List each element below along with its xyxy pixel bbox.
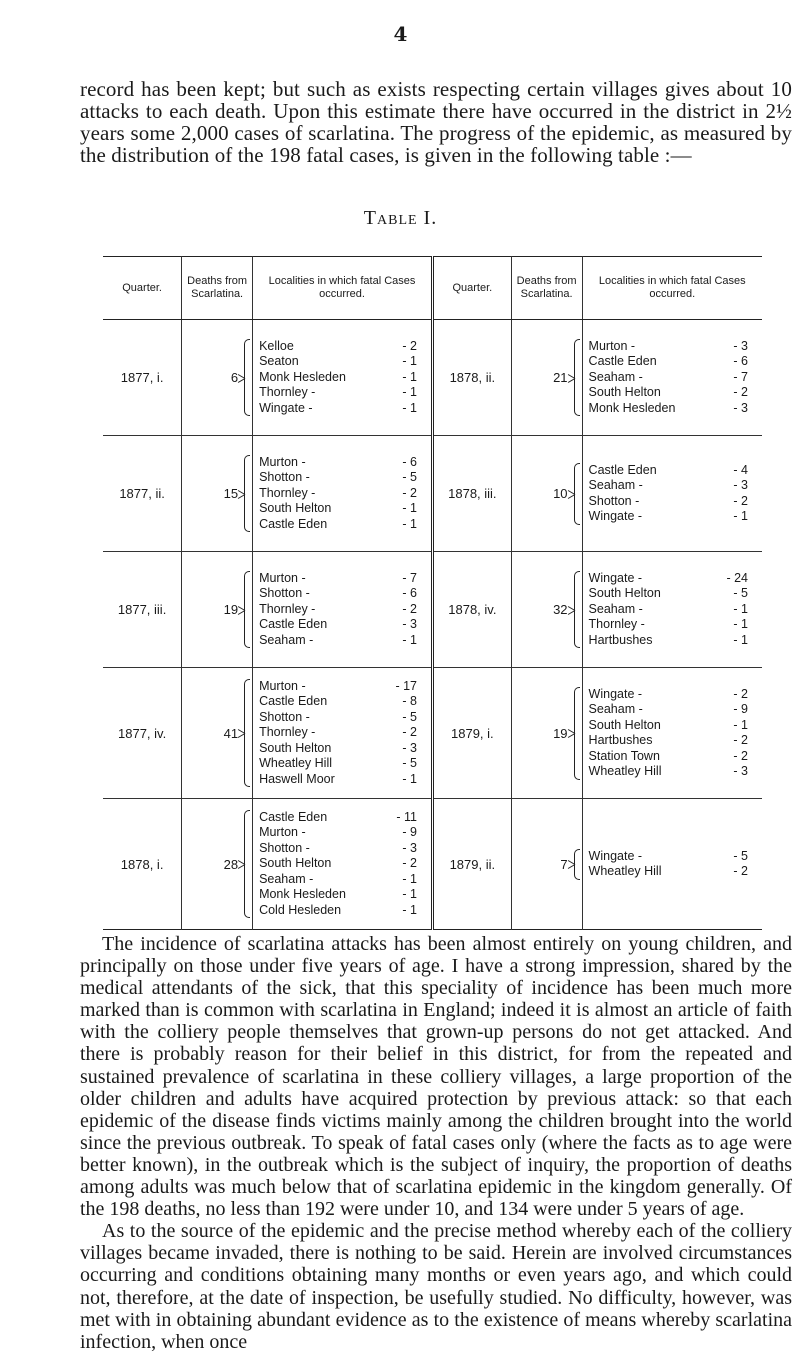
locality-item xyxy=(589,749,762,765)
locality-count: - 5 xyxy=(402,756,417,771)
locality-name: Thornley - xyxy=(259,485,316,500)
quarter-cell: 1878, i. xyxy=(120,856,164,872)
locality-count: - 1 xyxy=(402,902,417,917)
locality-name: Castle Eden xyxy=(588,462,657,477)
locality-item xyxy=(259,602,431,618)
locality-name: Seaham - xyxy=(259,632,314,647)
locality-count: - 3 xyxy=(402,840,417,855)
header-deaths: Deaths from Scarlatina. xyxy=(511,257,582,320)
brace-icon xyxy=(244,679,250,788)
locality-item xyxy=(589,617,762,633)
locality-name: Hartbushes xyxy=(588,632,653,647)
locality-name: Wingate - xyxy=(588,509,643,523)
locality-count: - 6 xyxy=(402,586,417,601)
locality-item xyxy=(589,478,762,494)
locality-item xyxy=(589,764,762,780)
locality-count: - 2 xyxy=(402,485,417,500)
locality-count: - 1 xyxy=(402,887,417,902)
locality-name: Shotton - xyxy=(588,493,640,508)
locality-item xyxy=(259,385,431,401)
locality-item xyxy=(259,887,431,903)
locality-count: - 1 xyxy=(733,509,748,523)
locality-count: - 4 xyxy=(733,462,748,477)
quarter-cell: 1877, i. xyxy=(103,320,182,436)
table-title: Table I. xyxy=(363,207,438,229)
brace-icon xyxy=(244,455,250,533)
locality-item xyxy=(259,501,431,517)
locality-name: Haswell Moor xyxy=(259,771,335,786)
locality-name: Castle Eden xyxy=(588,354,657,369)
locality-count: - 11 xyxy=(396,809,417,824)
brace-icon xyxy=(244,810,250,919)
locality-count: - 17 xyxy=(395,678,417,693)
table-row xyxy=(103,436,762,552)
locality-count: - 1 xyxy=(402,871,417,886)
locality-item xyxy=(589,633,762,649)
locality-item xyxy=(259,354,431,370)
locality-name: Station Town xyxy=(588,748,660,763)
locality-name: Wingate - xyxy=(588,848,643,863)
locality-count: - 7 xyxy=(733,369,748,384)
deaths-cell xyxy=(182,552,253,668)
locality-name: Thornley - xyxy=(588,617,645,632)
deaths-cell xyxy=(511,668,582,799)
locality-item xyxy=(589,571,762,587)
deaths-cell xyxy=(182,799,253,930)
locality-count: - 1 xyxy=(402,354,417,369)
locality-count: - 1 xyxy=(733,601,748,616)
deaths-count: 32 xyxy=(553,602,568,617)
locality-count: - 6 xyxy=(733,354,748,369)
locality-count: - 1 xyxy=(402,771,417,786)
locality-item xyxy=(259,694,431,710)
locality-item xyxy=(259,772,431,788)
locality-name: Wheatley Hill xyxy=(588,764,662,778)
locality-item xyxy=(259,571,431,587)
locality-name: Seaham - xyxy=(588,478,643,492)
locality-name: South Helton xyxy=(588,586,661,601)
locality-count: - 1 xyxy=(402,632,417,647)
locality-name: Seaham - xyxy=(588,369,643,384)
locality-name: Murton - xyxy=(259,570,306,585)
deaths-count: 41 xyxy=(223,725,239,741)
locality-count: - 1 xyxy=(402,501,417,516)
locality-count: - 1 xyxy=(733,617,748,632)
locality-count: - 3 xyxy=(733,400,748,415)
brace-icon xyxy=(574,849,580,880)
locality-name: Wheatley Hill xyxy=(588,864,662,878)
table-row xyxy=(103,668,762,799)
locality-name: South Helton xyxy=(588,385,661,400)
locality-name: Wingate - xyxy=(259,400,313,415)
page-number: 4 xyxy=(393,22,408,46)
locality-name: Seaham - xyxy=(259,871,314,886)
locality-item xyxy=(259,725,431,741)
locality-name: Shotton - xyxy=(259,470,310,485)
locality-count: - 1 xyxy=(402,369,417,384)
locality-name: Shotton - xyxy=(259,586,310,601)
deaths-cell xyxy=(511,320,582,436)
locality-item xyxy=(589,864,762,880)
locality-item xyxy=(259,841,431,857)
locality-count: - 2 xyxy=(733,864,748,878)
locality-name: South Helton xyxy=(259,501,332,516)
locality-name: Cold Hesleden xyxy=(259,902,342,917)
table-row xyxy=(103,320,762,436)
localities-cell xyxy=(582,436,762,552)
locality-name: South Helton xyxy=(259,740,332,755)
deaths-cell xyxy=(182,320,253,436)
scarlatina-table xyxy=(103,256,762,930)
localities-cell xyxy=(253,668,433,799)
locality-item xyxy=(589,494,762,510)
locality-name: Murton - xyxy=(259,825,306,840)
localities-cell xyxy=(253,320,433,436)
locality-count: - 7 xyxy=(402,570,417,585)
locality-name: Thornley - xyxy=(259,601,316,616)
locality-item xyxy=(589,687,762,703)
locality-count: - 5 xyxy=(733,848,748,863)
header-localities: Localities in which fatal Cases occurred. xyxy=(582,257,762,320)
locality-count: - 5 xyxy=(402,709,417,724)
locality-count: - 2 xyxy=(733,686,748,701)
localities-cell xyxy=(253,436,433,552)
locality-count: - 1 xyxy=(402,400,417,415)
quarter-cell: 1879, ii. xyxy=(432,799,511,930)
locality-name: Monk Hesleden xyxy=(588,400,676,415)
locality-item xyxy=(259,825,431,841)
quarter-cell: 1878, ii. xyxy=(432,320,511,436)
quarter-cell: 1878, iv. xyxy=(432,552,511,668)
locality-item xyxy=(589,849,762,865)
locality-count: - 1 xyxy=(733,717,748,732)
locality-item xyxy=(589,733,762,749)
locality-count: - 2 xyxy=(733,733,748,747)
locality-item xyxy=(589,586,762,602)
locality-item xyxy=(259,741,431,757)
locality-count: - 1 xyxy=(402,385,417,400)
locality-count: - 3 xyxy=(402,617,417,632)
locality-item xyxy=(589,509,762,525)
deaths-cell xyxy=(511,799,582,930)
locality-name: Shotton - xyxy=(259,709,310,724)
locality-item xyxy=(589,401,762,417)
localities-cell xyxy=(582,320,762,436)
brace-icon xyxy=(574,571,580,649)
locality-item xyxy=(259,679,431,695)
locality-count: - 2 xyxy=(402,856,417,871)
locality-count: - 3 xyxy=(733,338,748,353)
deaths-count: 21 xyxy=(553,370,568,385)
deaths-count: 15 xyxy=(223,486,239,501)
locality-item xyxy=(259,756,431,772)
locality-item xyxy=(589,702,762,718)
body-paragraph-1: The incidence of scarlatina attacks has been almost entirely on young children, and principally on those under five years of age. I have a strong impression, shared by the medical attendants of the sick, that this speciality of incidence has been much more marked than is common with scarlatina in England; indeed it is almost an article of faith with the colliery people themselves that grown-up persons do not get attacked. And there is probably reason for their belief in this district, for from the repeated and sustained prevalence of scarlatina in these colliery villages, a large proportion of the older children and adults have acquired protection by previous attack: so that each epidemic of the disease finds victims mainly among the children brought into the world since the previous outbreak. To speak of fatal cases only (where the facts as to age were better known), in the outbreak which is the subject of inquiry, the proportion of deaths among adults was much below that of scarlatina epidemic in the kingdom generally. Of the 198 deaths, no less than 192 were under 10, and 134 were under 5 years of age. xyxy=(80,933,792,1221)
locality-item xyxy=(589,385,762,401)
locality-count: - 2 xyxy=(733,385,748,400)
locality-item xyxy=(259,903,431,919)
locality-item xyxy=(259,710,431,726)
locality-count: - 8 xyxy=(402,694,417,709)
localities-cell xyxy=(582,799,762,930)
locality-item xyxy=(259,633,431,649)
localities-cell xyxy=(253,552,433,668)
locality-name: Monk Hesleden xyxy=(259,887,346,902)
locality-name: Castle Eden xyxy=(259,694,328,709)
locality-name: Shotton - xyxy=(259,840,310,855)
locality-name: Castle Eden xyxy=(259,617,328,632)
localities-cell xyxy=(582,552,762,668)
brace-icon xyxy=(574,687,580,780)
locality-count: - 3 xyxy=(733,764,748,778)
locality-item xyxy=(589,463,762,479)
locality-name: Castle Eden xyxy=(259,516,328,531)
locality-item xyxy=(259,339,431,355)
locality-item xyxy=(259,401,431,417)
deaths-count: 6 xyxy=(230,370,239,385)
locality-name: Thornley - xyxy=(259,385,316,400)
locality-item xyxy=(259,370,431,386)
locality-name: Hartbushes xyxy=(588,733,653,747)
localities-cell xyxy=(582,668,762,799)
locality-count: - 9 xyxy=(402,825,417,840)
locality-name: Thornley - xyxy=(259,725,316,740)
body-text xyxy=(80,933,792,1353)
localities-cell xyxy=(253,799,433,930)
locality-name: Seaham - xyxy=(588,702,643,716)
deaths-cell xyxy=(182,668,253,799)
locality-item xyxy=(259,856,431,872)
deaths-cell xyxy=(511,552,582,668)
brace-icon xyxy=(574,339,580,417)
deaths-count: 10 xyxy=(553,486,568,501)
deaths-cell xyxy=(511,436,582,552)
locality-item xyxy=(259,470,431,486)
locality-count: - 2 xyxy=(733,493,748,508)
brace-icon xyxy=(244,339,250,417)
locality-name: Kelloe xyxy=(259,338,294,353)
table-row xyxy=(103,799,762,930)
header-localities: Localities in which fatal Cases occurred. xyxy=(253,257,433,320)
locality-name: Seaton xyxy=(259,354,299,369)
locality-item xyxy=(589,339,762,355)
locality-name: Wingate - xyxy=(588,686,643,701)
header-quarter: Quarter. xyxy=(432,257,511,320)
locality-item xyxy=(259,455,431,471)
table-header-row xyxy=(103,257,762,320)
locality-count: - 2 xyxy=(402,725,417,740)
brace-icon xyxy=(244,571,250,649)
body-paragraph-2: As to the source of the epidemic and the precise method whereby each of the colliery villages became invaded, there is nothing to be said. Herein are involved circumstances occurring and conditions obtaining many months or even years ago, and which could not, therefore, at the date of inspection, be usefully studied. No difficulty, however, was met with in obtaining abundant evidence as to the existence of means whereby scarlatina infection, when once xyxy=(80,1220,792,1353)
quarter-cell: 1877, iii. xyxy=(103,552,182,668)
deaths-count: 19 xyxy=(553,725,568,741)
intro-paragraph: record has been kept; but such as exists respecting certain villages gives about 10 attacks to each death. Upon this estimate there have occurred in the district in 2½ years some 2,000 cases of scarlatina. The progress of the epidemic, as measured by the distribution of the 198 fatal cases, is given in the following table :— xyxy=(80,77,792,167)
locality-count: - 3 xyxy=(402,740,417,755)
locality-count: - 2 xyxy=(402,601,417,616)
locality-name: Monk Hesleden xyxy=(259,369,346,384)
header-quarter: Quarter. xyxy=(103,257,182,320)
locality-item xyxy=(259,517,431,533)
locality-name: Seaham - xyxy=(588,601,643,616)
locality-item xyxy=(589,370,762,386)
deaths-count: 7 xyxy=(560,856,568,872)
locality-count: - 6 xyxy=(402,454,417,469)
locality-count: - 1 xyxy=(733,632,748,647)
locality-item xyxy=(259,486,431,502)
locality-name: Murton - xyxy=(259,454,306,469)
locality-item xyxy=(589,718,762,734)
locality-count: - 5 xyxy=(733,586,748,601)
deaths-count: 28 xyxy=(223,856,239,872)
deaths-cell xyxy=(182,436,253,552)
brace-icon xyxy=(574,463,580,525)
header-deaths: Deaths from Scarlatina. xyxy=(182,257,253,320)
locality-name: Murton - xyxy=(588,338,636,353)
table-row xyxy=(103,552,762,668)
locality-name: South Helton xyxy=(588,717,661,732)
locality-name: South Helton xyxy=(259,856,332,871)
locality-name: Wingate - xyxy=(588,570,643,585)
locality-count: - 3 xyxy=(733,478,748,492)
locality-name: Castle Eden xyxy=(259,809,328,824)
locality-name: Murton - xyxy=(259,678,306,693)
locality-item xyxy=(589,354,762,370)
quarter-cell: 1877, ii. xyxy=(103,436,182,552)
locality-item xyxy=(259,810,431,826)
deaths-count: 19 xyxy=(223,602,239,617)
locality-item xyxy=(259,617,431,633)
locality-item xyxy=(589,602,762,618)
locality-count: - 9 xyxy=(733,702,748,716)
locality-item xyxy=(259,586,431,602)
locality-count: - 2 xyxy=(733,748,748,763)
locality-count: - 5 xyxy=(402,470,417,485)
locality-item xyxy=(259,872,431,888)
locality-count: - 2 xyxy=(402,338,417,353)
quarter-cell: 1877, iv. xyxy=(103,668,182,799)
quarter-cell: 1878, iii. xyxy=(432,436,511,552)
locality-name: Wheatley Hill xyxy=(259,756,332,771)
quarter-cell: 1879, i. xyxy=(432,668,511,799)
locality-count: - 1 xyxy=(402,516,417,531)
locality-count: - 24 xyxy=(726,570,748,585)
